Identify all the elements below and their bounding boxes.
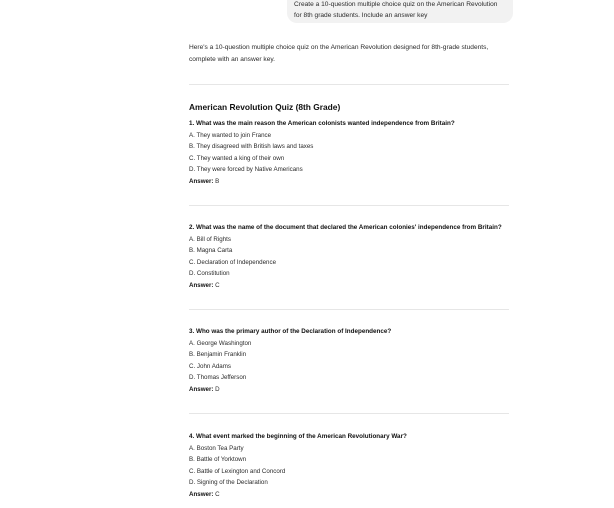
answer-key-value: C — [215, 281, 220, 289]
answer-key — [189, 489, 519, 501]
answer-option: D. Signing of the Declaration — [189, 479, 268, 486]
intro-line: complete with an answer key. — [189, 56, 276, 63]
quiz-title: American Revolution Quiz (8th Grade) — [189, 102, 341, 112]
user-message-line: Create a 10-question multiple choice quiz on the American Revolution — [294, 1, 498, 8]
answer-option: A. They wanted to join France — [189, 131, 272, 139]
quiz-question — [189, 326, 519, 395]
answer-option: D. Thomas Jefferson — [189, 374, 247, 381]
answer-option: D. Constitution — [189, 270, 230, 277]
answer-key-label: Answer: — [189, 177, 214, 185]
answer-option: B. Magna Carta — [189, 247, 233, 254]
quiz-question — [189, 222, 519, 291]
divider — [189, 84, 509, 85]
question-text: 3. Who was the primary author of the Declaration of Independence? — [189, 328, 392, 335]
answer-option: B. They disagreed with British laws and taxes — [189, 143, 314, 150]
question-text: 1. What was the main reason the American colonists wanted independence from Britain? — [189, 120, 455, 127]
divider — [189, 413, 509, 414]
answer-option: C. They wanted a king of their own — [189, 154, 285, 162]
assistant-intro — [189, 42, 511, 66]
answer-key-value: D — [215, 385, 220, 393]
quiz-question — [189, 118, 519, 187]
answer-option: C. Battle of Lexington and Concord — [189, 467, 286, 475]
answer-key — [189, 176, 519, 188]
answer-key-label: Answer: — [189, 281, 214, 289]
divider — [189, 309, 509, 310]
answer-option: A. Boston Tea Party — [189, 444, 244, 452]
intro-line: Here's a 10-question multiple choice quiz on the American Revolution designed for 8th-grade students, — [189, 44, 489, 51]
user-message-bubble — [287, 0, 513, 23]
divider — [189, 205, 509, 206]
answer-option: C. John Adams — [189, 362, 231, 370]
answer-key — [189, 384, 519, 396]
question-text: 4. What event marked the beginning of the American Revolutionary War? — [189, 433, 407, 440]
answer-option: A. Bill of Rights — [189, 235, 231, 243]
answer-key-label: Answer: — [189, 490, 214, 498]
answer-option: B. Benjamin Franklin — [189, 351, 247, 358]
answer-key-value: B — [215, 177, 220, 185]
answer-option: B. Battle of Yorktown — [189, 456, 247, 463]
answer-key-value: C — [215, 490, 220, 498]
answer-key-label: Answer: — [189, 385, 214, 393]
quiz-question — [189, 431, 519, 500]
answer-key — [189, 280, 519, 292]
answer-option: A. George Washington — [189, 339, 252, 347]
user-message-line: for 8th grade students. Include an answer key — [294, 11, 428, 19]
answer-option: D. They were forced by Native Americans — [189, 166, 303, 173]
answer-option: C. Declaration of Independence — [189, 258, 277, 266]
question-text: 2. What was the name of the document that declared the American colonies' independence from Britain? — [189, 224, 502, 231]
